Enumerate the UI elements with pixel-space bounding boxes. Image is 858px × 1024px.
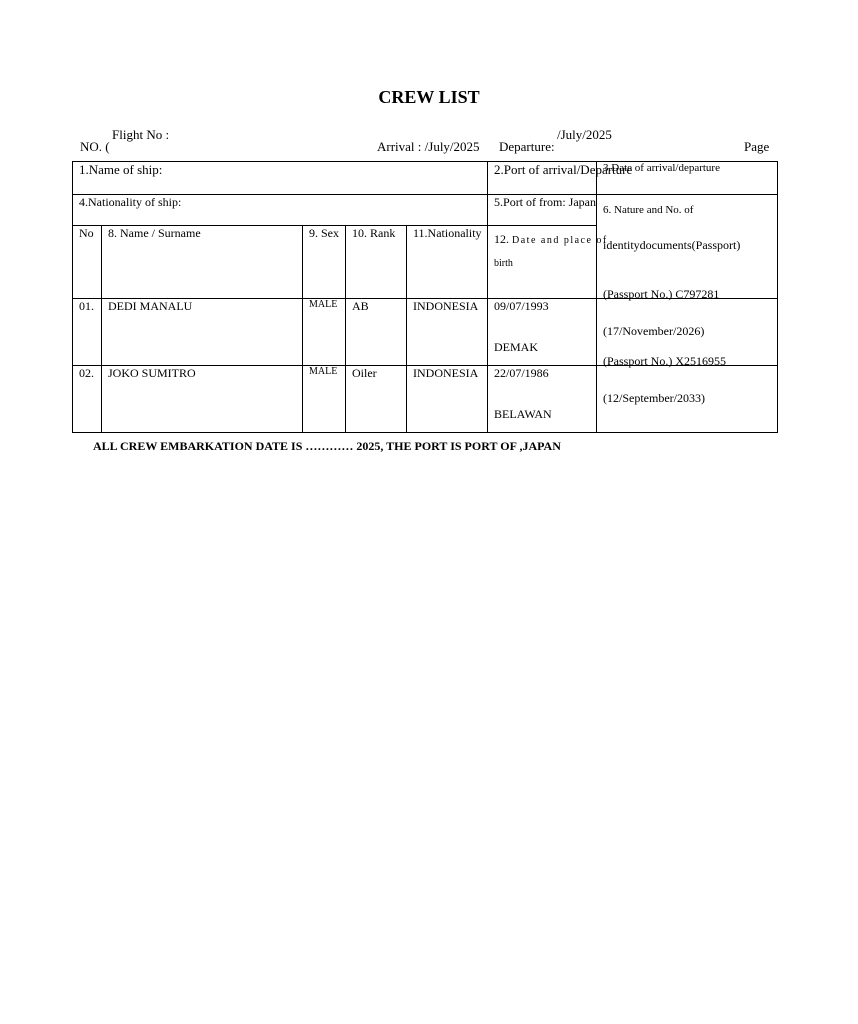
crew-nationality: INDONESIA: [407, 366, 488, 433]
table-row: [73, 366, 778, 433]
col-name-header: 8. Name / Surname: [102, 226, 303, 299]
port-arrival-cell: 2.Port of arrival/Departure: [488, 162, 597, 195]
crew-birth-cell: [488, 366, 597, 433]
page-label: Page: [744, 139, 770, 154]
embarkation-footer: ALL CREW EMBARKATION DATE IS ………… 2025, THE PORT IS PORT OF ,JAPAN: [93, 439, 561, 453]
crew-pob: DEMAK: [494, 340, 539, 354]
page-title: CREW LIST: [378, 87, 480, 107]
crew-rank: Oiler: [346, 366, 407, 433]
identity-docs-cell: [597, 195, 778, 299]
crew-passport-expiry: (17/November/2026): [603, 324, 705, 338]
crew-rank: AB: [346, 299, 407, 366]
crew-pob: BELAWAN: [494, 407, 552, 421]
col-rank-header: 10. Rank: [346, 226, 407, 299]
crew-dob: 22/07/1986: [494, 366, 549, 380]
col-birth-header: [488, 226, 608, 299]
crew-passport-expiry: (12/September/2033): [603, 391, 705, 405]
crew-passport-cell: [597, 354, 778, 433]
crew-dob: 09/07/1993: [494, 299, 549, 313]
crew-birth-cell: [488, 299, 597, 366]
identity-docs-line2: identitydocuments(Passport): [603, 238, 741, 252]
col-birth-word: birth: [494, 258, 513, 269]
crew-name: DEDI MANALU: [102, 299, 303, 366]
col-no-header: No: [73, 226, 102, 299]
crew-passport: (Passport No.) X2516955: [603, 354, 727, 368]
crew-table: [72, 161, 778, 433]
crew-sex: MALE: [303, 366, 346, 433]
crew-nationality: INDONESIA: [407, 299, 488, 366]
crew-no: 02.: [73, 366, 102, 433]
crew-name: JOKO SUMITRO: [102, 366, 303, 433]
col-sex-header: 9. Sex: [303, 226, 346, 299]
ship-name-cell: 1.Name of ship:: [73, 162, 488, 195]
nationality-ship-cell: 4.Nationality of ship:: [73, 195, 488, 226]
col-nationality-header: 11.Nationality: [407, 226, 488, 299]
ship-info-row: [73, 162, 778, 195]
departure-label: Departure:: [499, 139, 555, 154]
crew-sex: MALE: [303, 299, 346, 366]
arrival-label: Arrival : /July/2025: [377, 139, 480, 154]
col-birth-text: Date and place of: [512, 235, 608, 246]
crew-no: 01.: [73, 299, 102, 366]
departure-date: /July/2025: [557, 127, 612, 142]
crew-passport: (Passport No.) C797281: [603, 287, 720, 301]
identity-docs-line1: 6. Nature and No. of: [603, 204, 694, 216]
port-from-cell: 5.Port of from: Japan: [488, 195, 597, 226]
date-arrival-cell: 3.Date of arrival/departure: [597, 162, 778, 195]
flight-no-label: Flight No :: [112, 127, 170, 142]
col-birth-number: 12.: [494, 232, 510, 246]
nationality-row: [73, 195, 778, 226]
document-no-label: NO. (: [80, 139, 110, 154]
